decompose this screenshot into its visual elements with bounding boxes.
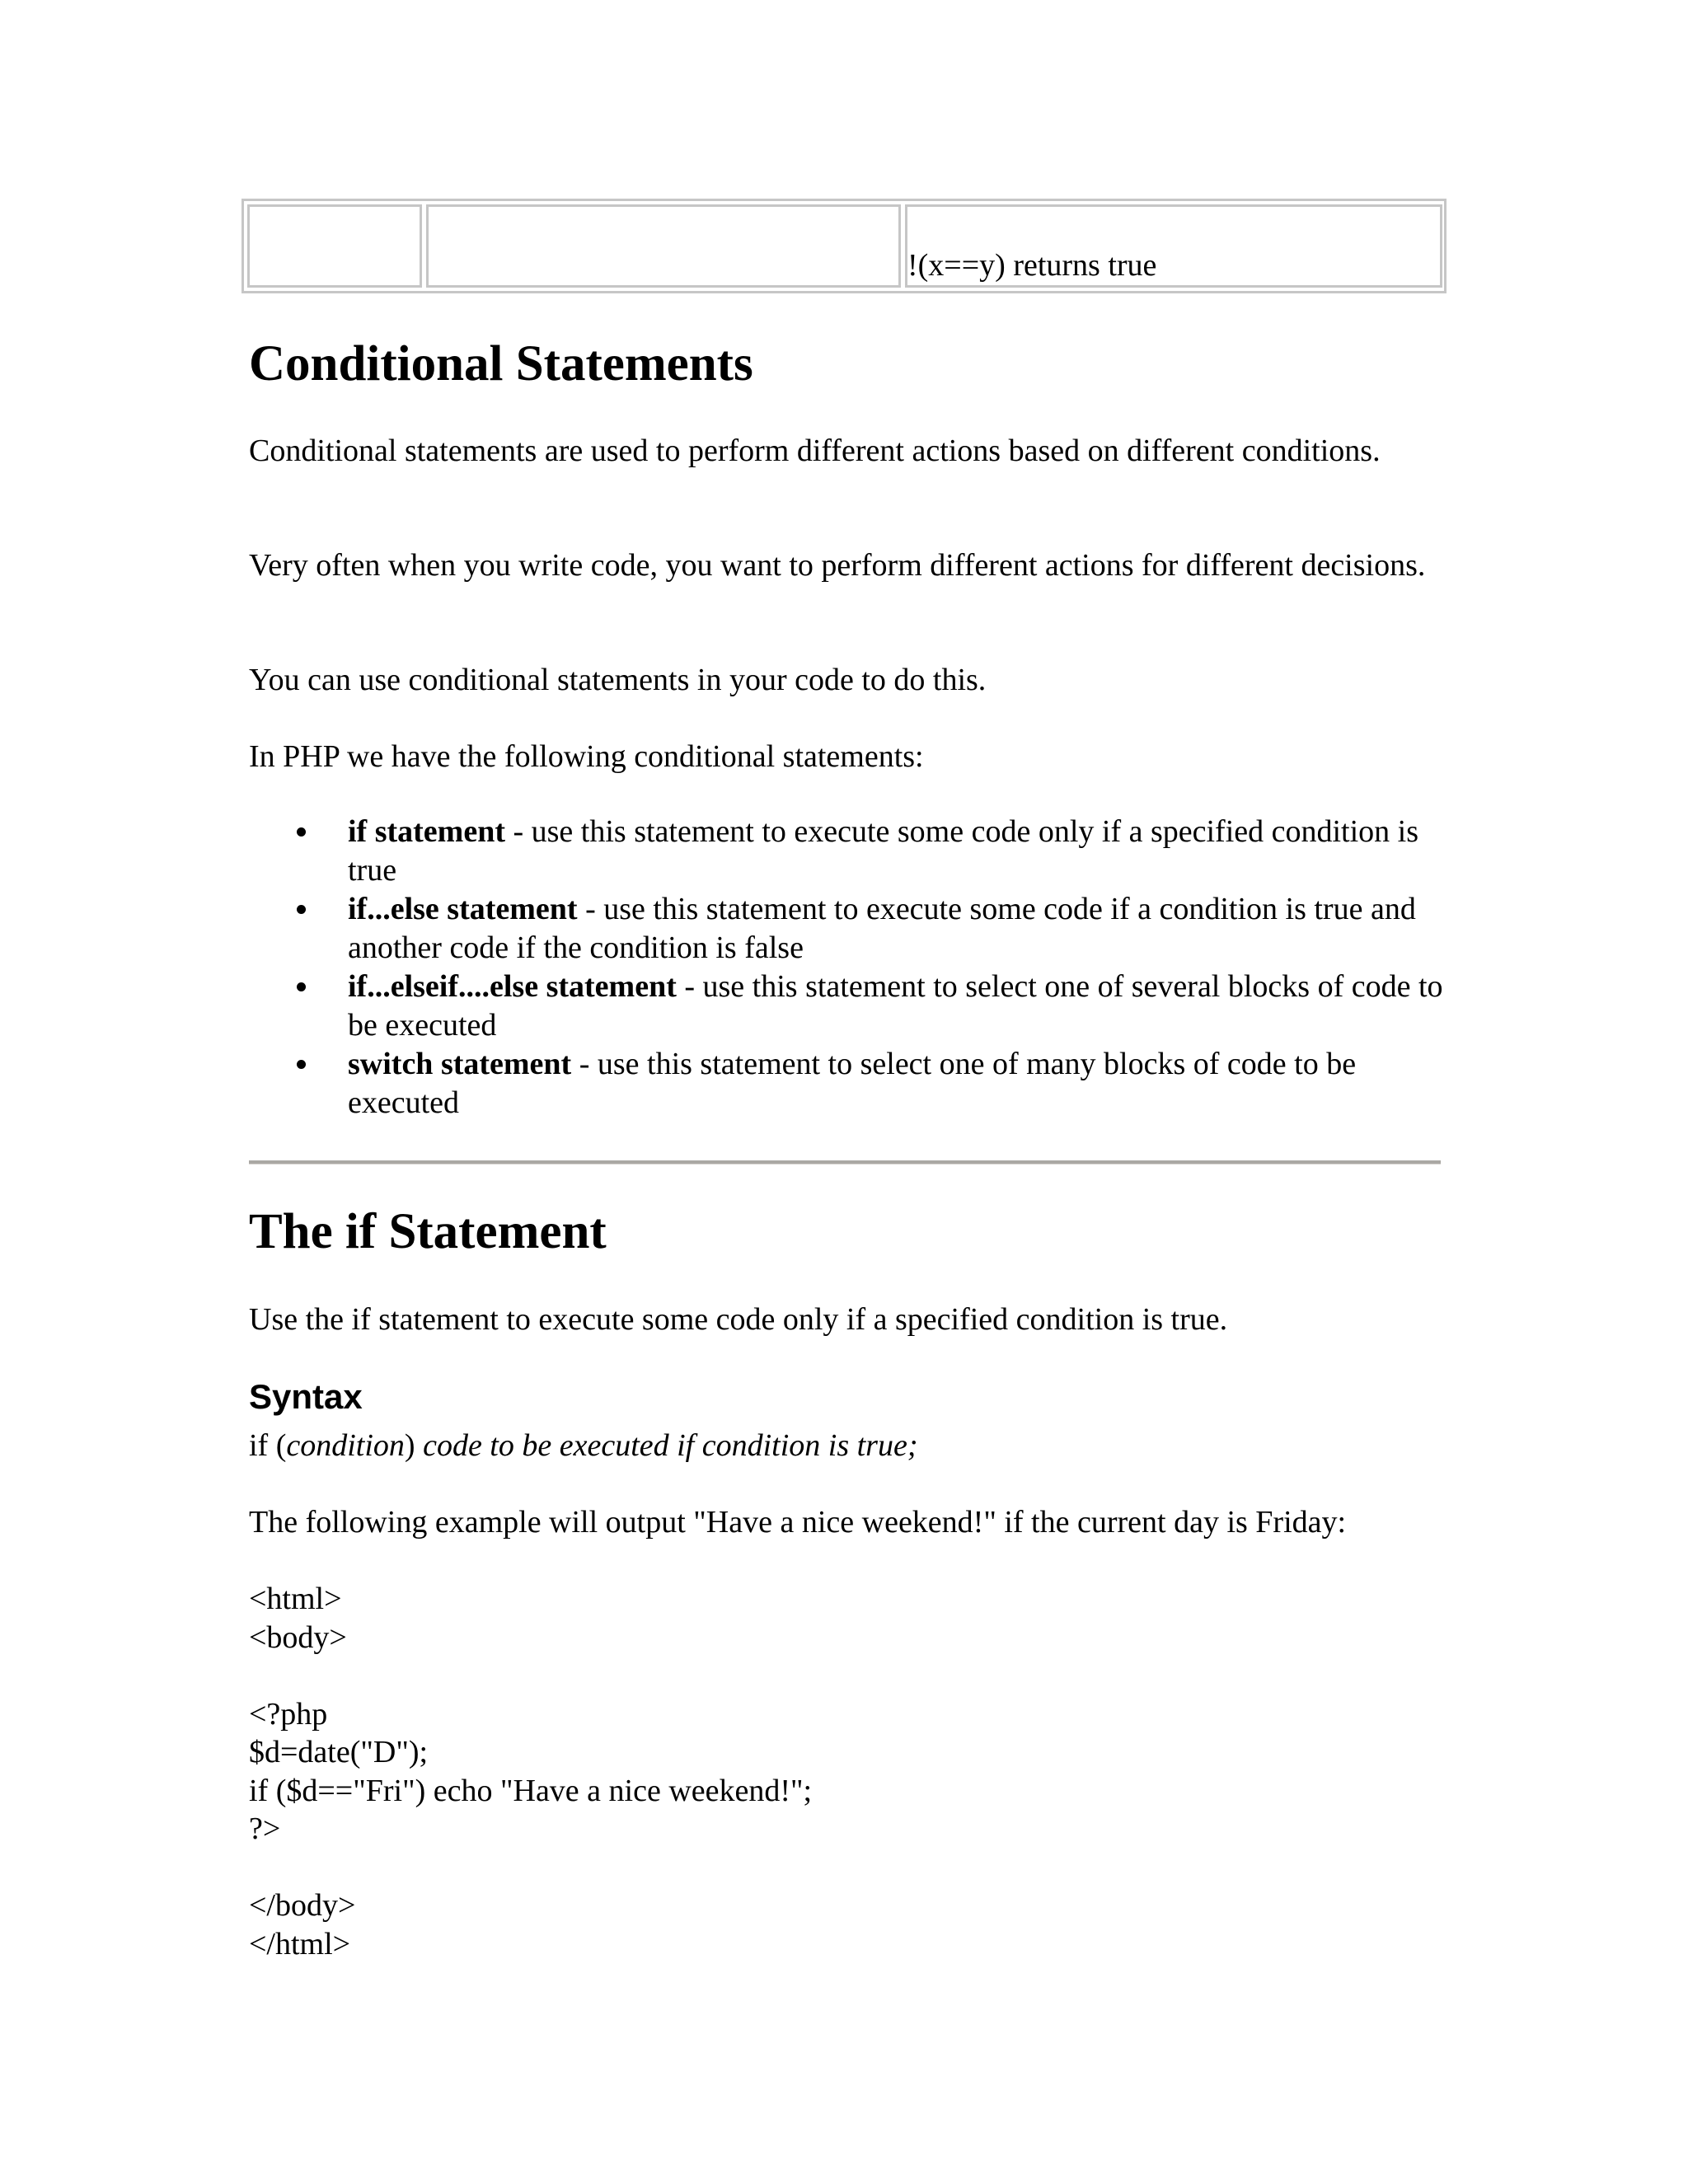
example-intro: The following example will output "Have a nice weekend!" if the current day is Friday: <box>249 1505 1347 1540</box>
code-example: <html> <body> <?php $d=date("D"); if ($d=="Fri") echo "Have a nice weekend!"; ?> </body> </html> <box>249 1582 813 1961</box>
list-item-term: if...else statement <box>348 892 578 926</box>
intro-paragraph-3: You can use conditional statements in your code to do this. <box>249 663 987 697</box>
list-item-term: if statement <box>348 814 505 849</box>
conditional-statements-list <box>249 813 1444 1122</box>
if-statement-intro: Use the if statement to execute some code only if a specified condition is true. <box>249 1302 1228 1337</box>
list-item <box>249 1045 1444 1122</box>
bullet-icon <box>297 827 306 837</box>
syntax-line <box>249 1427 1444 1465</box>
syntax-mid: ) <box>404 1428 424 1463</box>
bullet-icon <box>297 905 306 914</box>
table-cell <box>426 204 901 288</box>
list-item-term: switch statement <box>348 1047 572 1081</box>
list-item-desc: - use this statement to execute some code if a condition is true and another code if the condition is false <box>348 892 1416 965</box>
intro-paragraph-4: In PHP we have the following conditional statements: <box>249 739 924 774</box>
list-item-desc: - use this statement to select one of several blocks of code to be executed <box>348 969 1443 1043</box>
syntax-condition: condition <box>286 1428 405 1463</box>
syntax-action: code to be executed if condition is true; <box>423 1428 918 1463</box>
syntax-prefix: if ( <box>249 1428 287 1463</box>
list-item <box>249 813 1444 890</box>
if-statement-heading: The if Statement <box>249 1204 607 1259</box>
list-item-desc: - use this statement to execute some code only if a specified condition is true <box>348 814 1419 888</box>
table-cell <box>247 204 422 288</box>
list-item <box>249 968 1444 1045</box>
list-item-desc: - use this statement to select one of many blocks of code to be executed <box>348 1047 1357 1120</box>
list-item <box>249 890 1444 968</box>
bullet-icon <box>297 982 306 991</box>
table-cell <box>905 204 1442 288</box>
horizontal-rule <box>249 1160 1441 1165</box>
intro-paragraph-2: Very often when you write code, you want to perform different actions for different decisions. <box>249 548 1426 583</box>
table-cell-text: !(x==y) returns true <box>907 248 1157 283</box>
intro-paragraph: Conditional statements are used to perform different actions based on different conditions. <box>249 434 1381 468</box>
syntax-heading: Syntax <box>249 1377 363 1416</box>
bullet-icon <box>297 1060 306 1069</box>
list-item-term: if...elseif....else statement <box>348 969 677 1004</box>
conditional-statements-heading: Conditional Statements <box>249 336 753 391</box>
operators-table-fragment <box>241 199 1447 293</box>
